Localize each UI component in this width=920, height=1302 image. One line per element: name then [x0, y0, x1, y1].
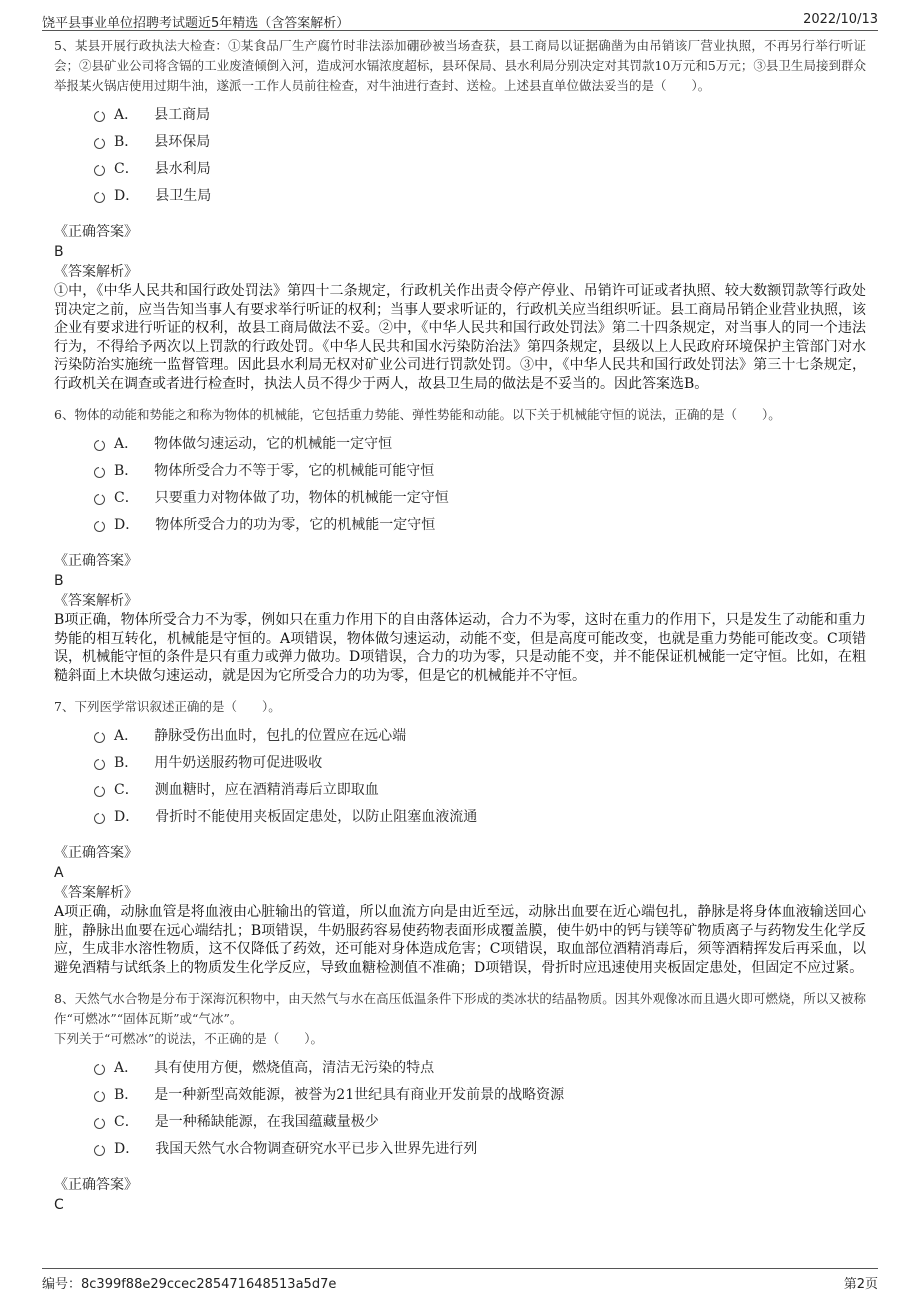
question-stem: 5、某县开展行政执法大检查：①某食品厂生产腐竹时非法添加硼砂被当场查获，县工商局以证据确凿为由吊销该厂营业执照，不再另行举行听证会；②县矿业公司将含镉的工业废渣倾倒入河，造成河水镉浓度超标，县环保局、县水利局分别决定对其罚款10万元和5万元；③县卫生局接到群众举报某火锅店使用过期牛油，遂派一工作人员前往检查，对牛油进行查封、送检。上述县直单位做法妥当的是（ ）。 [54, 38, 866, 93]
option-a[interactable]: A． 物体做匀速运动，它的机械能一定守恒 [94, 429, 866, 456]
radio-icon[interactable] [94, 1091, 105, 1102]
correct-answer-label: 《正确答案》 [54, 1177, 138, 1193]
option-a[interactable]: A． 静脉受伤出血时，包扎的位置应在远心端 [94, 721, 866, 748]
question-5 [54, 36, 866, 393]
option-list [94, 429, 866, 537]
header-divider [42, 30, 878, 31]
option-list [94, 100, 866, 208]
document-title: 饶平县事业单位招聘考试题近5年精选（含答案解析） [42, 16, 350, 31]
answer-analysis: A项正确，动脉血管是将血液由心脏输出的管道，所以血流方向是由近至远，动脉出血要在近心端包扎，静脉是将身体血液输送回心脏，静脉出血要在远心端结扎；B项错误，牛奶服药容易使药物表面形成覆盖膜，使牛奶中的钙与镁等矿物质离子与药物发生化学反应，生成非水溶性物质，这不仅降低了药效，还可能对身体造成危害；C项错误，取血部位酒精消毒后，须等酒精挥发后再采血，以避免酒精与试纸条上的物质发生化学反应，导致血糖检测值不准确；D项错误，骨折时应迅速使用夹板固定患处，但固定不应过紧。 [54, 904, 866, 976]
correct-answer: A [54, 865, 64, 881]
option-a[interactable]: A． 县工商局 [94, 100, 866, 127]
radio-icon[interactable] [94, 813, 105, 824]
page-footer [0, 1268, 920, 1302]
radio-icon[interactable] [94, 138, 105, 149]
answer-analysis: ①中，《中华人民共和国行政处罚法》第四十二条规定，行政机关作出责令停产停业、吊销许可证或者执照、较大数额罚款等行政处罚决定之前，应当告知当事人有要求举行听证的权利；当事人要求听证的，行政机关应当组织听证。县工商局吊销企业营业执照，该企业有要求进行听证的权利，故县工商局做法不妥。②中，《中华人民共和国行政处罚法》第二十四条规定，对当事人的同一个违法行为，不得给予两次以上罚款的行政处罚。《中华人民共和国水污染防治法》第四条规定，县级以上人民政府环境保护主管部门对水污染防治实施统一监督管理。因此县水利局无权对矿业公司进行罚款处罚。③中，《中华人民共和国行政处罚法》第三十七条规定，行政机关在调查或者进行检查时，执法人员不得少于两人，故县卫生局的做法是不妥当的。因此答案选B。 [54, 283, 866, 392]
page-content [54, 36, 866, 1264]
radio-icon[interactable] [94, 192, 105, 203]
answer-block [54, 222, 866, 393]
option-c[interactable]: C． 只要重力对物体做了功，物体的机械能一定守恒 [94, 483, 866, 510]
option-b[interactable]: B． 用牛奶送服药物可促进吸收 [94, 748, 866, 775]
analysis-label: 《答案解析》 [54, 593, 138, 609]
document-code: 编号：8c399f88e29ccec285471648513a5d7e [42, 1277, 337, 1292]
document-date: 2022/10/13 [803, 12, 878, 27]
correct-answer-label: 《正确答案》 [54, 845, 138, 861]
option-a[interactable]: A． 具有使用方便，燃烧值高，清洁无污染的特点 [94, 1053, 866, 1080]
question-stem: 6、物体的动能和势能之和称为物体的机械能，它包括重力势能、弹性势能和动能。以下关于机械能守恒的说法，正确的是（ ）。 [54, 407, 781, 422]
footer-divider [42, 1268, 878, 1269]
option-b[interactable]: B． 是一种新型高效能源，被誉为21世纪具有商业开发前景的战略资源 [94, 1080, 866, 1107]
answer-block [54, 551, 866, 685]
radio-icon[interactable] [94, 1145, 105, 1156]
answer-block [54, 843, 866, 977]
option-c[interactable]: C． 是一种稀缺能源，在我国蕴藏量极少 [94, 1107, 866, 1134]
option-d[interactable]: D． 县卫生局 [94, 181, 866, 208]
analysis-label: 《答案解析》 [54, 885, 138, 901]
option-list [94, 721, 866, 829]
answer-block [54, 1175, 866, 1215]
question-stem: 7、下列医学常识叙述正确的是（ ）。 [54, 699, 281, 714]
radio-icon[interactable] [94, 521, 105, 532]
correct-answer: B [54, 244, 64, 260]
correct-answer: C [54, 1197, 64, 1213]
radio-icon[interactable] [94, 494, 105, 505]
radio-icon[interactable] [94, 165, 105, 176]
option-d[interactable]: D． 物体所受合力的功为零，它的机械能一定守恒 [94, 510, 866, 537]
radio-icon[interactable] [94, 467, 105, 478]
radio-icon[interactable] [94, 732, 105, 743]
page-number: 第2页 [843, 1277, 878, 1292]
radio-icon[interactable] [94, 759, 105, 770]
analysis-label: 《答案解析》 [54, 264, 138, 280]
question-stem-text: 8、天然气水合物是分布于深海沉积物中，由天然气与水在高压低温条件下形成的类冰状的结晶物质。因其外观像冰而且遇火即可燃烧，所以又被称作“可燃冰”“固体瓦斯”或“气冰”。 [54, 991, 866, 1026]
option-c[interactable]: C． 县水利局 [94, 154, 866, 181]
question-6 [54, 405, 866, 685]
question-8 [54, 989, 866, 1215]
radio-icon[interactable] [94, 1118, 105, 1129]
option-b[interactable]: B． 县环保局 [94, 127, 866, 154]
question-stem-prompt: 下列关于“可燃冰”的说法，不正确的是（ ）。 [54, 1031, 324, 1046]
question-7 [54, 697, 866, 977]
correct-answer: B [54, 573, 64, 589]
correct-answer-label: 《正确答案》 [54, 553, 138, 569]
question-stem [54, 989, 866, 1049]
radio-icon[interactable] [94, 786, 105, 797]
page-header [0, 0, 920, 30]
option-d[interactable]: D． 骨折时不能使用夹板固定患处，以防止阻塞血液流通 [94, 802, 866, 829]
correct-answer-label: 《正确答案》 [54, 224, 138, 240]
option-c[interactable]: C． 测血糖时，应在酒精消毒后立即取血 [94, 775, 866, 802]
option-list [94, 1053, 866, 1161]
option-b[interactable]: B． 物体所受合力不等于零，它的机械能可能守恒 [94, 456, 866, 483]
radio-icon[interactable] [94, 111, 105, 122]
option-d[interactable]: D． 我国天然气水合物调查研究水平已步入世界先进行列 [94, 1134, 866, 1161]
answer-analysis: B项正确，物体所受合力不为零，例如只在重力作用下的自由落体运动，合力不为零，这时在重力的作用下，只是发生了动能和重力势能的相互转化，机械能是守恒的。A项错误，物体做匀速运动，动能不变，但是高度可能改变，也就是重力势能可能改变。C项错误，机械能守恒的条件是只有重力或弹力做功。D项错误，合力的功为零，只是动能不变，并不能保证机械能一定守恒。比如，在粗糙斜面上木块做匀速运动，就是因为它所受合力的功为零，但是它的机械能并不守恒。 [54, 612, 866, 684]
radio-icon[interactable] [94, 1064, 105, 1075]
radio-icon[interactable] [94, 440, 105, 451]
